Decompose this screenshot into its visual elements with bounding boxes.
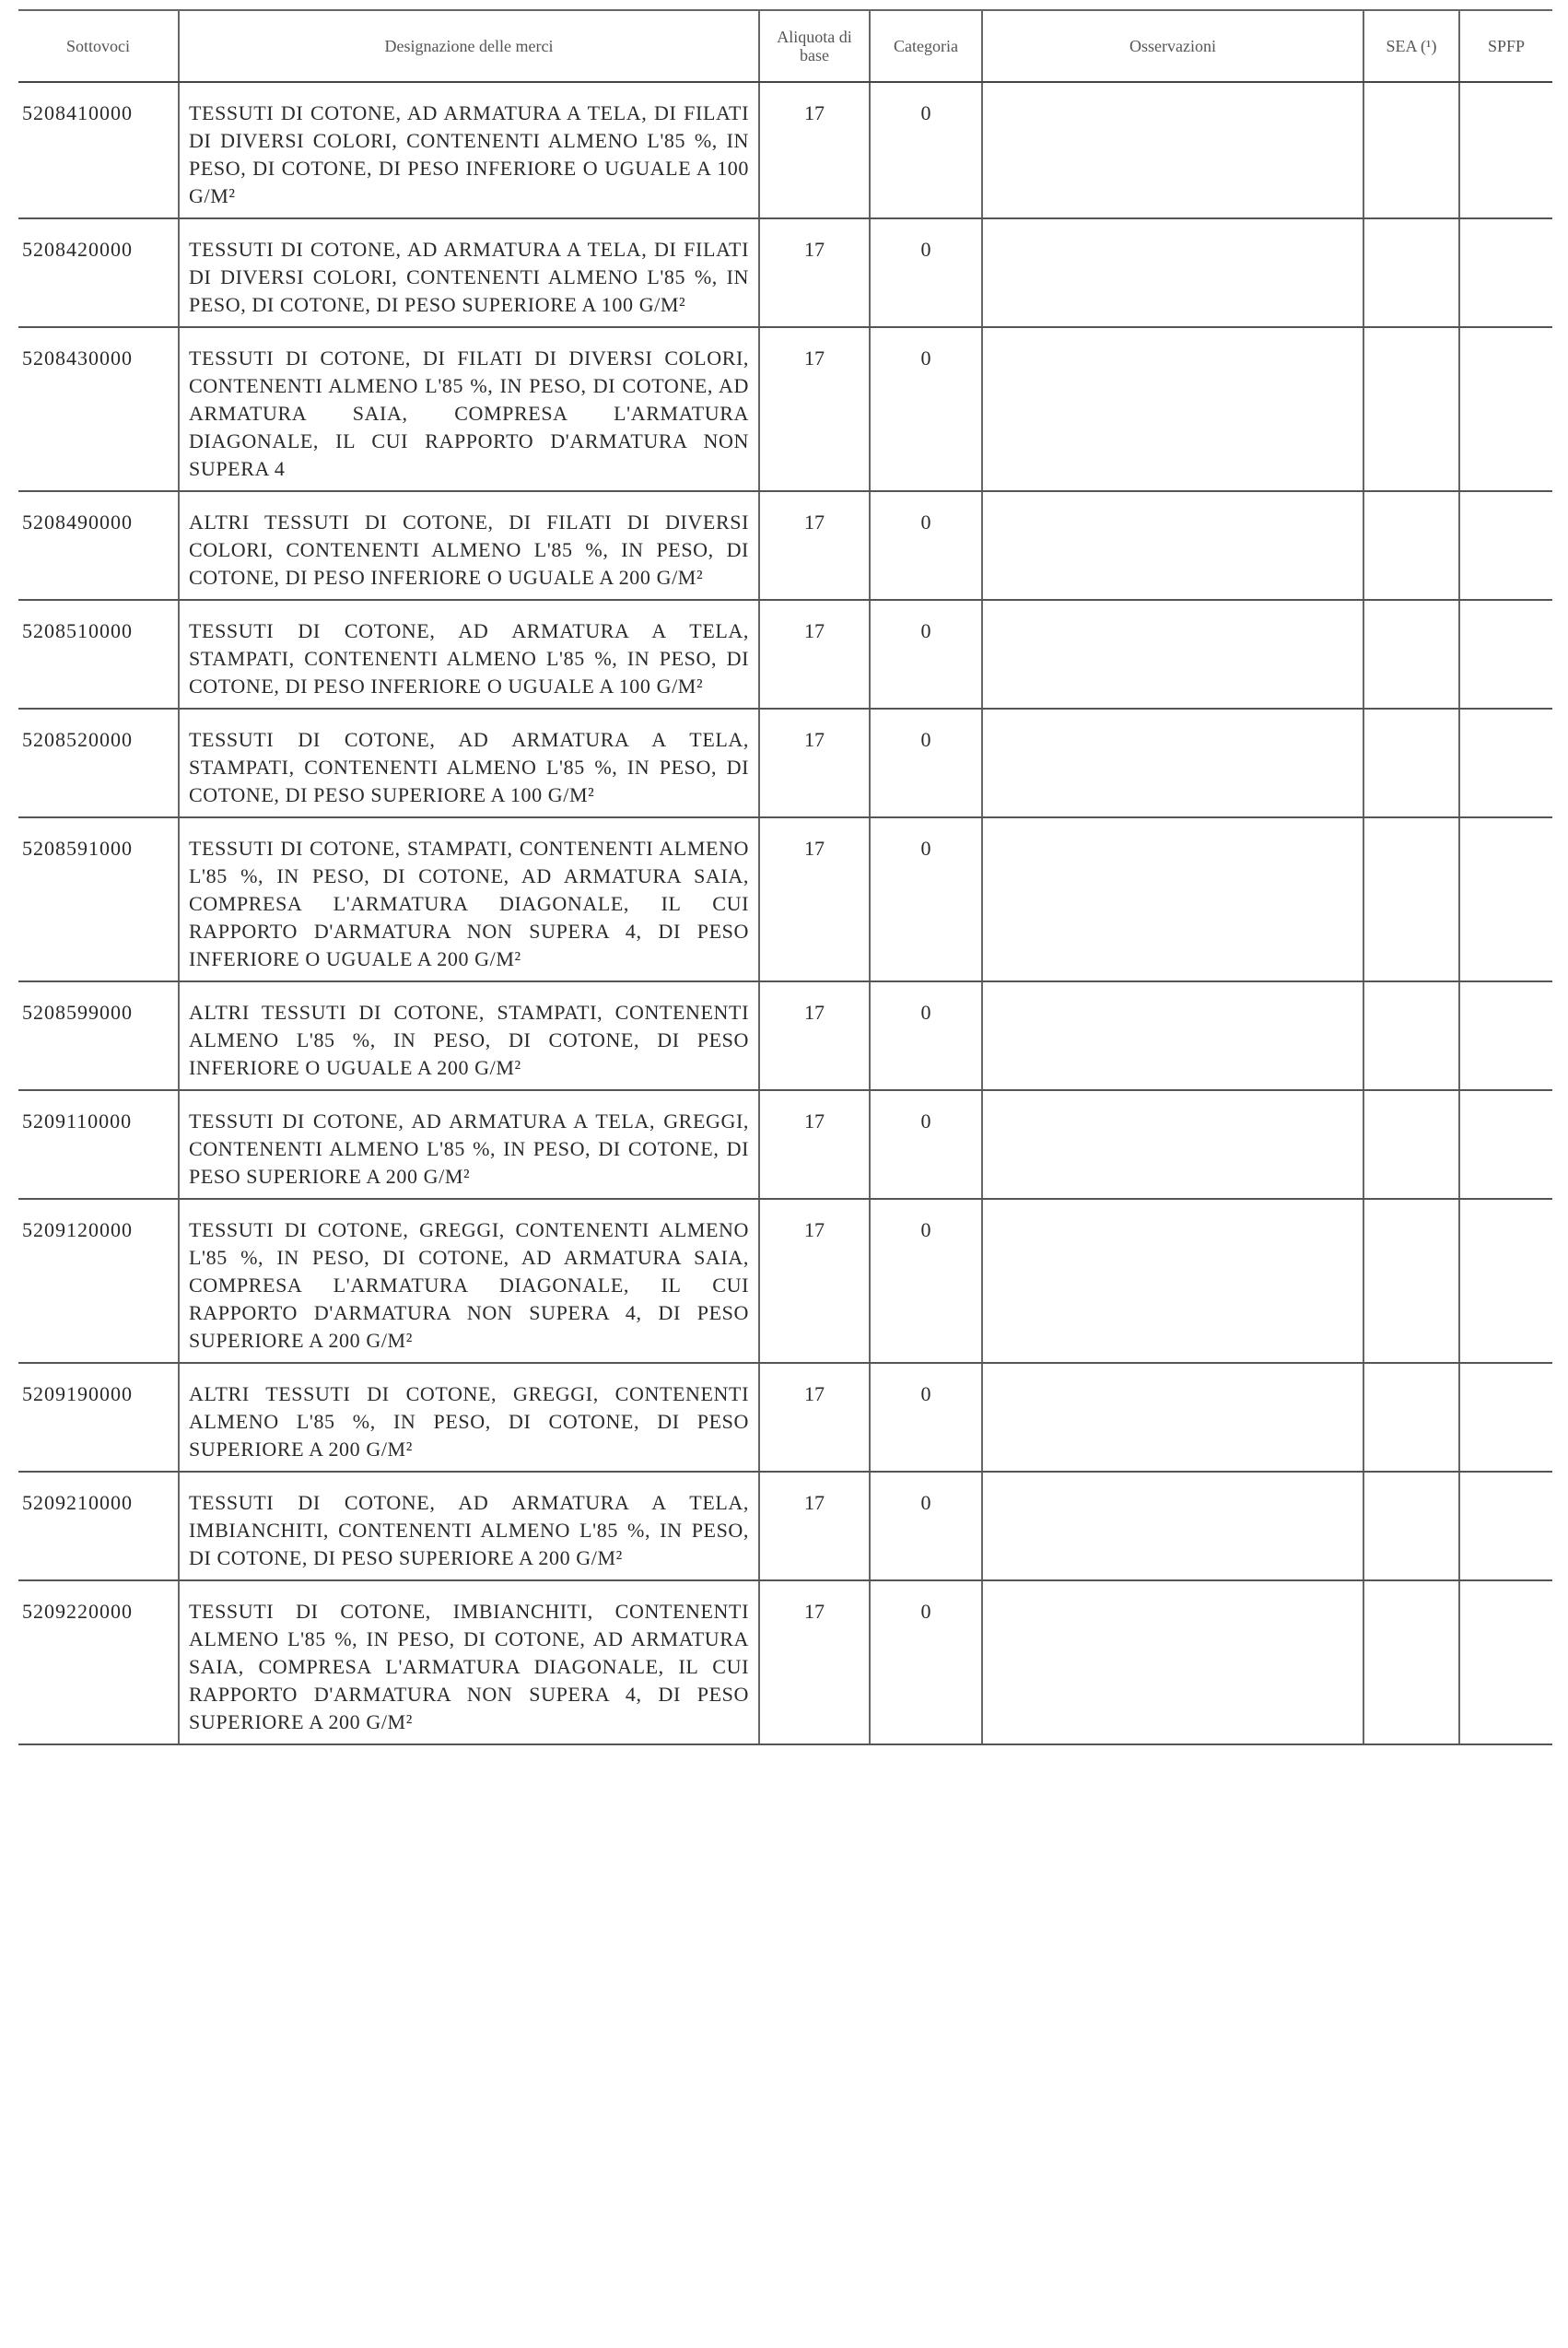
cell-categoria: 0 <box>870 600 982 709</box>
header-sea: SEA (¹) <box>1363 10 1459 82</box>
cell-categoria: 0 <box>870 1472 982 1580</box>
table-row <box>18 600 1552 709</box>
cell-sea <box>1363 817 1459 981</box>
cell-spfp <box>1459 491 1552 600</box>
table-row <box>18 218 1552 327</box>
table-row <box>18 1472 1552 1580</box>
cell-designazione: ALTRI TESSUTI DI COTONE, DI FILATI DI DIVERSI COLORI, CONTENENTI ALMENO L'85 %, IN PESO, DI COTONE, DI PESO INFERIORE O UGUALE A 200 G/M² <box>179 491 759 600</box>
cell-sottovoce: 5208520000 <box>18 709 179 817</box>
cell-aliquota: 17 <box>759 218 870 327</box>
table-row <box>18 491 1552 600</box>
cell-sottovoce: 5209210000 <box>18 1472 179 1580</box>
cell-spfp <box>1459 1472 1552 1580</box>
cell-aliquota: 17 <box>759 981 870 1090</box>
tariff-table <box>18 9 1552 1745</box>
cell-designazione: TESSUTI DI COTONE, STAMPATI, CONTENENTI ALMENO L'85 %, IN PESO, DI COTONE, AD ARMATURA SAIA, COMPRESA L'ARMATURA DIAGONALE, IL CUI RAPPORTO D'ARMATURA NON SUPERA 4, DI PESO INFERIORE O UGUALE A 200 G/M² <box>179 817 759 981</box>
cell-spfp <box>1459 218 1552 327</box>
cell-sea <box>1363 709 1459 817</box>
cell-osservazioni <box>982 600 1363 709</box>
cell-aliquota: 17 <box>759 1199 870 1363</box>
cell-sottovoce: 5208410000 <box>18 82 179 218</box>
table-row <box>18 82 1552 218</box>
cell-aliquota: 17 <box>759 1580 870 1744</box>
cell-categoria: 0 <box>870 1363 982 1472</box>
cell-sea <box>1363 1199 1459 1363</box>
cell-osservazioni <box>982 327 1363 491</box>
cell-osservazioni <box>982 1199 1363 1363</box>
cell-osservazioni <box>982 1472 1363 1580</box>
cell-designazione: TESSUTI DI COTONE, IMBIANCHITI, CONTENENTI ALMENO L'85 %, IN PESO, DI COTONE, AD ARMATURA SAIA, COMPRESA L'ARMATURA DIAGONALE, IL CUI RAPPORTO D'ARMATURA NON SUPERA 4, DI PESO SUPERIORE A 200 G/M² <box>179 1580 759 1744</box>
header-aliquota: Aliquota di base <box>759 10 870 82</box>
cell-spfp <box>1459 1580 1552 1744</box>
cell-designazione: TESSUTI DI COTONE, DI FILATI DI DIVERSI COLORI, CONTENENTI ALMENO L'85 %, IN PESO, DI COTONE, AD ARMATURA SAIA, COMPRESA L'ARMATURA DIAGONALE, IL CUI RAPPORTO D'ARMATURA NON SUPERA 4 <box>179 327 759 491</box>
header-spfp: SPFP <box>1459 10 1552 82</box>
cell-spfp <box>1459 709 1552 817</box>
header-row <box>18 10 1552 82</box>
header-categoria: Categoria <box>870 10 982 82</box>
cell-sottovoce: 5209220000 <box>18 1580 179 1744</box>
cell-designazione: TESSUTI DI COTONE, AD ARMATURA A TELA, DI FILATI DI DIVERSI COLORI, CONTENENTI ALMENO L'85 %, IN PESO, DI COTONE, DI PESO INFERIORE O UGUALE A 100 G/M² <box>179 82 759 218</box>
cell-spfp <box>1459 1199 1552 1363</box>
table-row <box>18 981 1552 1090</box>
cell-spfp <box>1459 1363 1552 1472</box>
cell-categoria: 0 <box>870 1580 982 1744</box>
cell-sottovoce: 5209110000 <box>18 1090 179 1199</box>
cell-sea <box>1363 491 1459 600</box>
cell-designazione: TESSUTI DI COTONE, AD ARMATURA A TELA, DI FILATI DI DIVERSI COLORI, CONTENENTI ALMENO L'85 %, IN PESO, DI COTONE, DI PESO SUPERIORE A 100 G/M² <box>179 218 759 327</box>
cell-sea <box>1363 981 1459 1090</box>
cell-designazione: TESSUTI DI COTONE, AD ARMATURA A TELA, GREGGI, CONTENENTI ALMENO L'85 %, IN PESO, DI COTONE, DI PESO SUPERIORE A 200 G/M² <box>179 1090 759 1199</box>
cell-sottovoce: 5208591000 <box>18 817 179 981</box>
cell-spfp <box>1459 981 1552 1090</box>
cell-osservazioni <box>982 709 1363 817</box>
cell-sottovoce: 5209190000 <box>18 1363 179 1472</box>
cell-designazione: TESSUTI DI COTONE, AD ARMATURA A TELA, STAMPATI, CONTENENTI ALMENO L'85 %, IN PESO, DI COTONE, DI PESO INFERIORE O UGUALE A 100 G/M² <box>179 600 759 709</box>
cell-sea <box>1363 600 1459 709</box>
cell-spfp <box>1459 1090 1552 1199</box>
cell-sottovoce: 5208430000 <box>18 327 179 491</box>
cell-aliquota: 17 <box>759 1363 870 1472</box>
cell-osservazioni <box>982 218 1363 327</box>
cell-sea <box>1363 82 1459 218</box>
table-row <box>18 709 1552 817</box>
cell-osservazioni <box>982 1090 1363 1199</box>
cell-designazione: ALTRI TESSUTI DI COTONE, GREGGI, CONTENENTI ALMENO L'85 %, IN PESO, DI COTONE, DI PESO SUPERIORE A 200 G/M² <box>179 1363 759 1472</box>
cell-categoria: 0 <box>870 1199 982 1363</box>
table-row <box>18 1580 1552 1744</box>
cell-osservazioni <box>982 1580 1363 1744</box>
cell-sottovoce: 5209120000 <box>18 1199 179 1363</box>
cell-sea <box>1363 1472 1459 1580</box>
cell-designazione: TESSUTI DI COTONE, AD ARMATURA A TELA, STAMPATI, CONTENENTI ALMENO L'85 %, IN PESO, DI COTONE, DI PESO SUPERIORE A 100 G/M² <box>179 709 759 817</box>
header-designazione: Designazione delle merci <box>179 10 759 82</box>
table-row <box>18 1199 1552 1363</box>
cell-designazione: ALTRI TESSUTI DI COTONE, STAMPATI, CONTENENTI ALMENO L'85 %, IN PESO, DI COTONE, DI PESO INFERIORE O UGUALE A 200 G/M² <box>179 981 759 1090</box>
header-osservazioni: Osservazioni <box>982 10 1363 82</box>
cell-aliquota: 17 <box>759 82 870 218</box>
cell-sottovoce: 5208599000 <box>18 981 179 1090</box>
cell-spfp <box>1459 600 1552 709</box>
cell-aliquota: 17 <box>759 1090 870 1199</box>
cell-categoria: 0 <box>870 817 982 981</box>
cell-categoria: 0 <box>870 981 982 1090</box>
cell-sea <box>1363 218 1459 327</box>
cell-categoria: 0 <box>870 82 982 218</box>
cell-osservazioni <box>982 1363 1363 1472</box>
cell-sea <box>1363 1580 1459 1744</box>
cell-categoria: 0 <box>870 709 982 817</box>
cell-osservazioni <box>982 981 1363 1090</box>
cell-sea <box>1363 1363 1459 1472</box>
table-row <box>18 327 1552 491</box>
cell-sea <box>1363 1090 1459 1199</box>
cell-categoria: 0 <box>870 218 982 327</box>
cell-spfp <box>1459 327 1552 491</box>
cell-sea <box>1363 327 1459 491</box>
cell-aliquota: 17 <box>759 1472 870 1580</box>
table-row <box>18 817 1552 981</box>
cell-aliquota: 17 <box>759 491 870 600</box>
cell-spfp <box>1459 817 1552 981</box>
cell-sottovoce: 5208490000 <box>18 491 179 600</box>
cell-categoria: 0 <box>870 491 982 600</box>
cell-osservazioni <box>982 82 1363 218</box>
tariff-sheet <box>18 9 1552 1745</box>
cell-sottovoce: 5208510000 <box>18 600 179 709</box>
table-row <box>18 1090 1552 1199</box>
cell-designazione: TESSUTI DI COTONE, GREGGI, CONTENENTI ALMENO L'85 %, IN PESO, DI COTONE, AD ARMATURA SAIA, COMPRESA L'ARMATURA DIAGONALE, IL CUI RAPPORTO D'ARMATURA NON SUPERA 4, DI PESO SUPERIORE A 200 G/M² <box>179 1199 759 1363</box>
cell-sottovoce: 5208420000 <box>18 218 179 327</box>
table-row <box>18 1363 1552 1472</box>
cell-spfp <box>1459 82 1552 218</box>
cell-aliquota: 17 <box>759 327 870 491</box>
cell-aliquota: 17 <box>759 817 870 981</box>
cell-categoria: 0 <box>870 327 982 491</box>
cell-designazione: TESSUTI DI COTONE, AD ARMATURA A TELA, IMBIANCHITI, CONTENENTI ALMENO L'85 %, IN PESO, DI COTONE, DI PESO SUPERIORE A 200 G/M² <box>179 1472 759 1580</box>
cell-aliquota: 17 <box>759 709 870 817</box>
header-sottovoci: Sottovoci <box>18 10 179 82</box>
cell-aliquota: 17 <box>759 600 870 709</box>
cell-osservazioni <box>982 491 1363 600</box>
cell-osservazioni <box>982 817 1363 981</box>
cell-categoria: 0 <box>870 1090 982 1199</box>
